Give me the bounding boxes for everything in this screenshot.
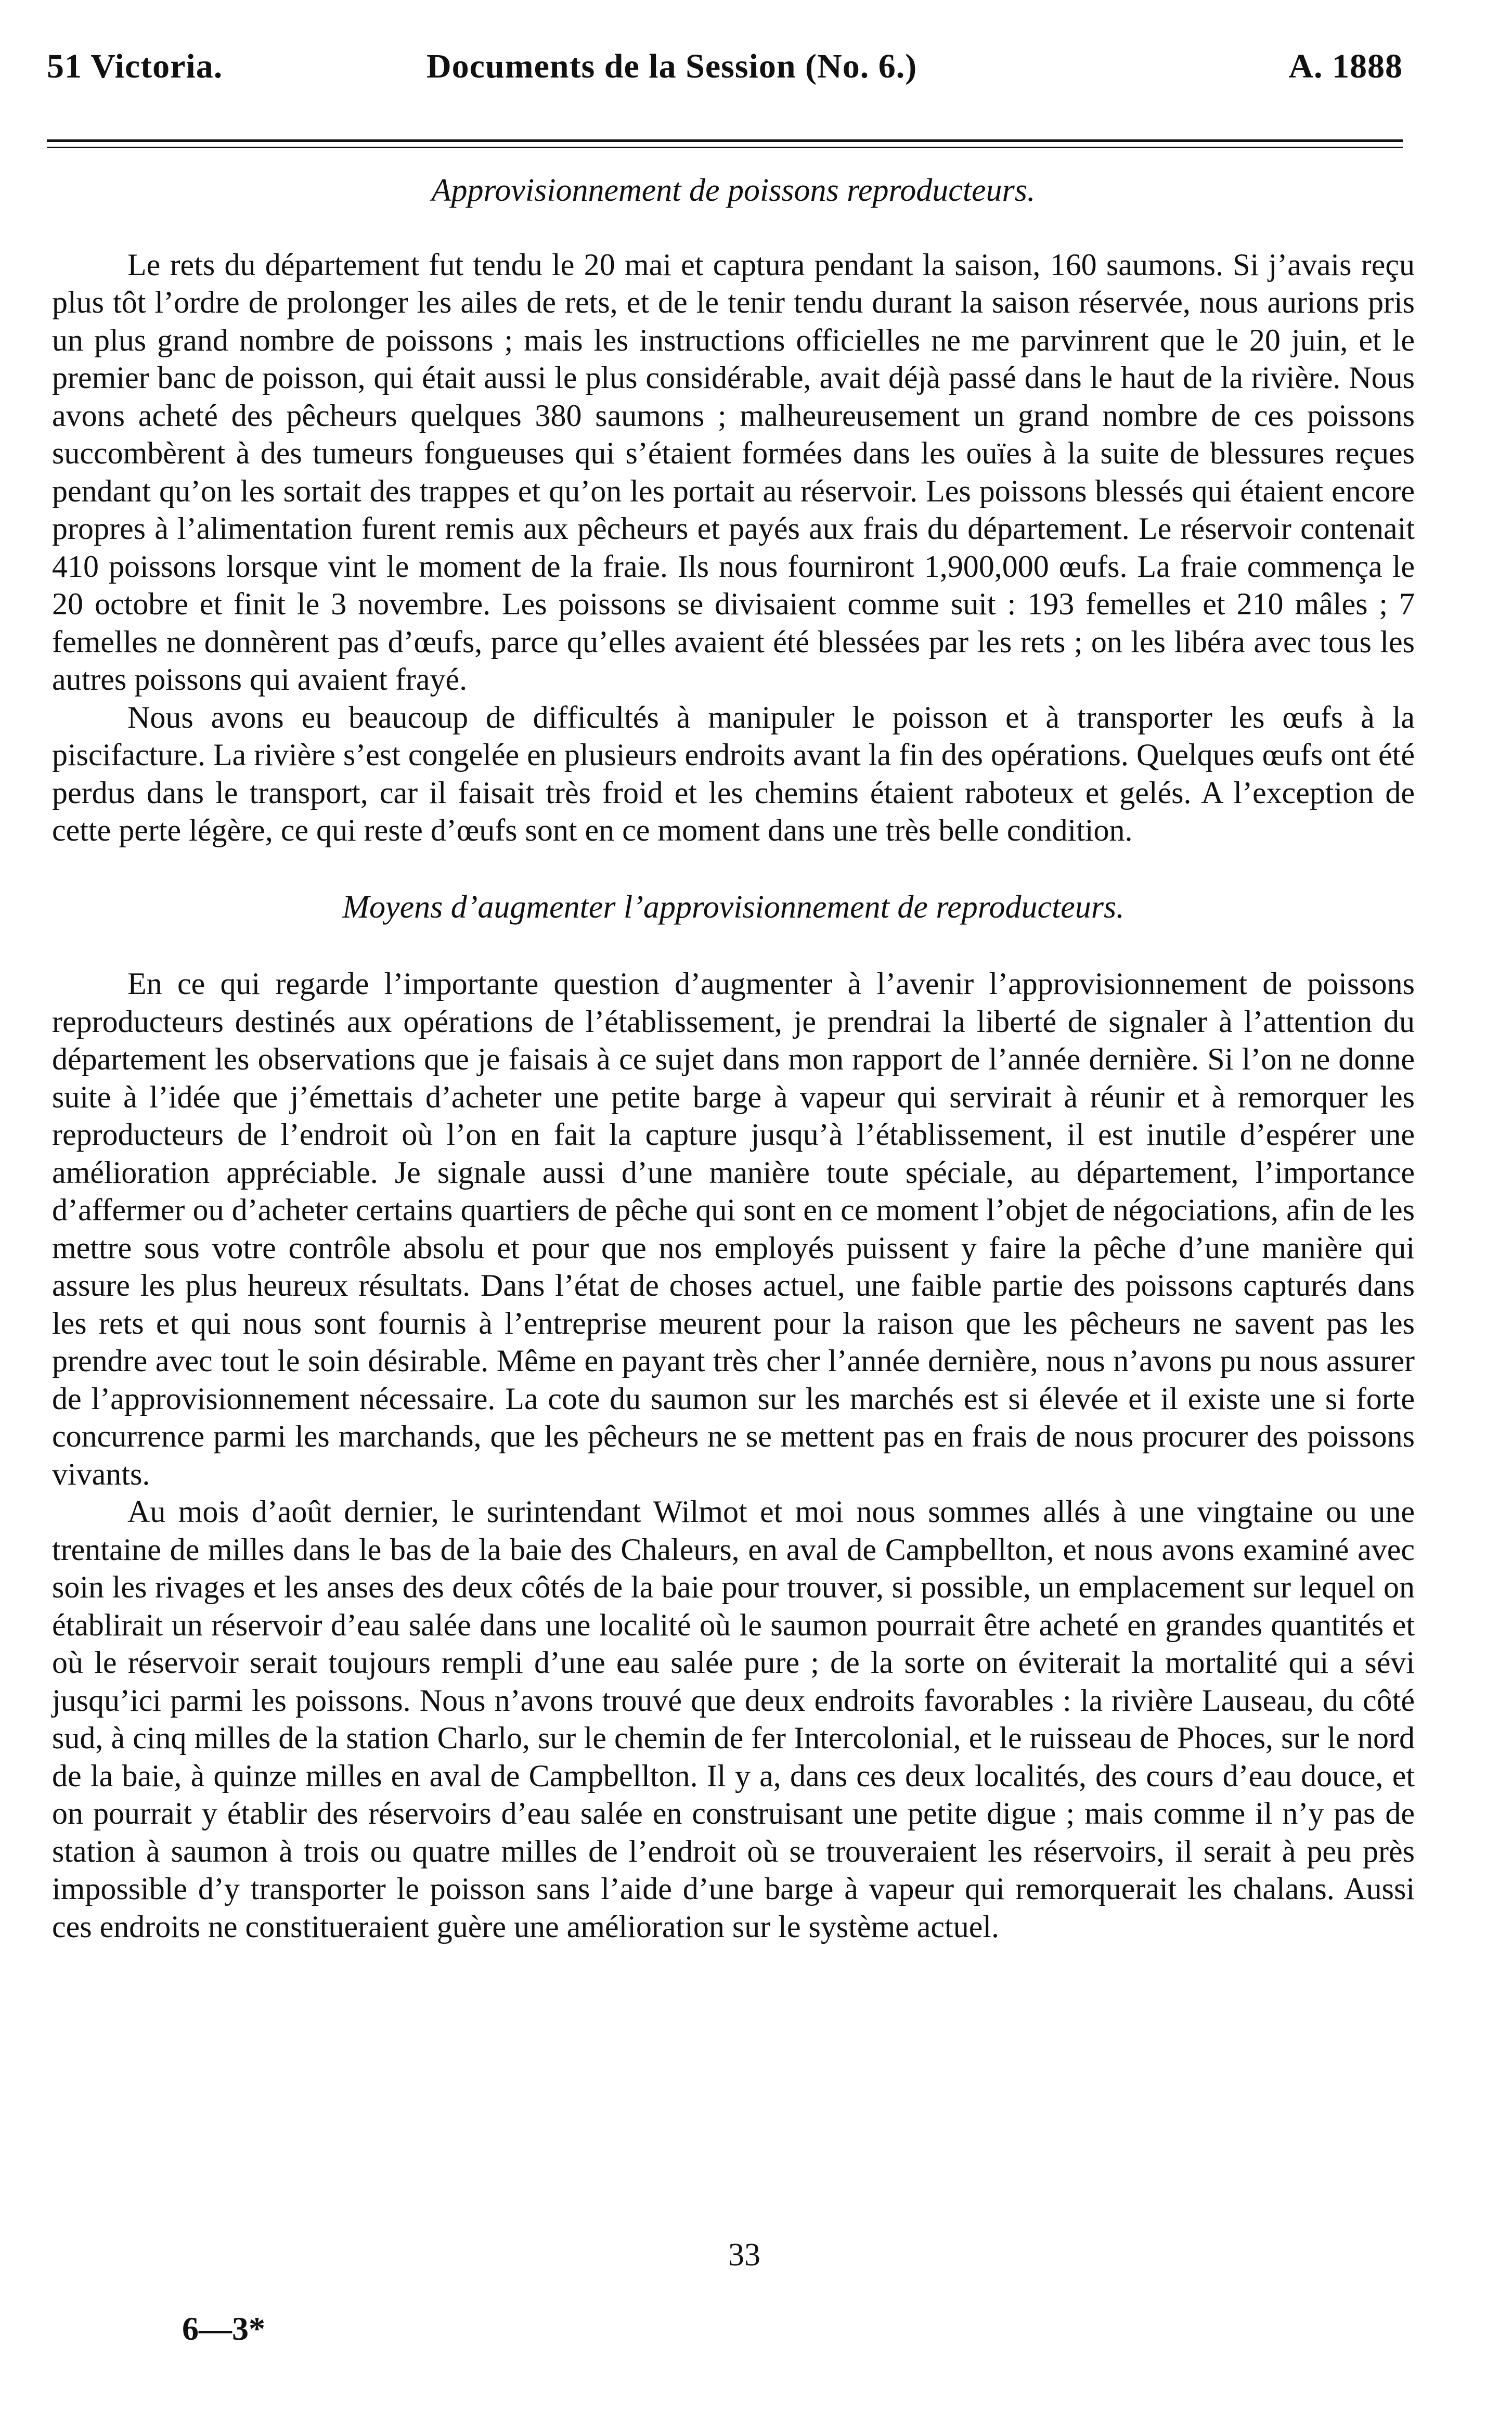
- running-header: [47, 47, 1403, 99]
- paragraph: Au mois d’août dernier, le surintendant Wilmot et moi nous sommes allés à une vingtaine ou une trentaine de milles dans le bas de la baie des Chaleurs, en aval de Campbellton, et nous avons examiné avec soin les rivages et les anses des deux côtés de la baie pour trouver, si possible, un emplacement sur lequel on établirait un réservoir d’eau salée dans une localité où le saumon pourrait être acheté en grandes quantités et où le réservoir serait toujours rempli d’une eau salée pure ; de la sorte on éviterait la mortalité qui a sévi jusqu’ici parmi les poissons. Nous n’avons trouvé que deux endroits favorables : la rivière Lauseau, du côté sud, à cinq milles de la station Charlo, sur le chemin de fer Intercolonial, et le ruisseau de Phoces, sur le nord de la baie, à quinze milles en aval de Campbellton. Il y a, dans ces deux localités, des cours d’eau douce, et on pourrait y établir des réservoirs d’eau salée en construisant une petite digue ; mais comme il n’y pas de station à saumon à trois ou quatre milles de l’endroit où se trouveraient les réservoirs, il serait à peu près impossible d’y transporter le poisson sans l’aide d’une barge à vapeur qui remorquerait les chalans. Aussi ces endroits ne constitueraient guère une amélioration sur le système actuel.: [52, 1494, 1415, 1944]
- paragraph: Nous avons eu beaucoup de difficultés à manipuler le poisson et à transporter les œufs à la piscifacture. La rivière s’est congelée en plusieurs endroits avant la fin des opérations. Quelques œufs ont été perdus dans le transport, car il faisait très froid et les chemins étaient raboteux et gelés. A l’exception de cette perte légère, ce qui reste d’œufs sont en ce moment dans une très belle condition.: [52, 700, 1415, 847]
- header-rule-thick: [47, 139, 1403, 142]
- section-heading: Moyens d’augmenter l’approvisionnement de reproducteurs.: [342, 889, 1125, 925]
- header-volume: 51 Victoria.: [47, 47, 223, 85]
- header-rule-thin: [47, 147, 1403, 148]
- printer-signature-mark: 6—3*: [182, 2310, 265, 2347]
- document-body: [52, 172, 1415, 1945]
- page-number: 33: [728, 2237, 760, 2273]
- header-year: A. 1888: [1288, 47, 1403, 85]
- paragraph: Le rets du département fut tendu le 20 mai et captura pendant la saison, 160 saumons. Si j’avais reçu plus tôt l’ordre de prolonger les ailes de rets, et de le tenir tendu durant la saison réservée, nous aurions pris un plus grand nombre de poissons ; mais les instructions officielles ne me parvinrent que le 20 juin, et le premier banc de poisson, qui était aussi le plus considérable, avait déjà passé dans le haut de la rivière. Nous avons acheté des pêcheurs quelques 380 saumons ; malheureusement un grand nombre de ces poissons succombèrent à des tumeurs fongueuses qui s’étaient formées dans les ouïes à la suite de blessures reçues pendant qu’on les sortait des trappes et qu’on les portait au réservoir. Les poissons blessés qui étaient encore propres à l’alimentation furent remis aux pêcheurs et payés aux frais du département. Le réservoir contenait 410 poissons lorsque vint le moment de la fraie. Ils nous fourniront 1,900,000 œufs. La fraie commença le 20 octobre et finit le 3 novembre. Les poissons se divisaient comme suit : 193 femelles et 210 mâles ; 7 femelles ne donnèrent pas d’œufs, parce qu’elles avaient été blessées par les rets ; on les libéra avec tous les autres poissons qui avaient frayé.: [52, 247, 1415, 697]
- section-heading: Approvisionnement de poissons reproducteurs.: [431, 173, 1036, 208]
- paragraph: En ce qui regarde l’importante question d’augmenter à l’avenir l’approvisionnement de poissons reproducteurs destinés aux opérations de l’établissement, je prendrai la liberté de signaler à l’attention du département les observations que je faisais à ce sujet dans mon rapport de l’année dernière. Si l’on ne donne suite à l’idée que j’émettais d’acheter une petite barge à vapeur qui servirait à réunir et à remorquer les reproducteurs de l’endroit où l’on en fait la capture jusqu’à l’établissement, il est inutile d’espérer une amélioration appréciable. Je signale aussi d’une manière toute spéciale, au département, l’importance d’affermer ou d’acheter certains quartiers de pêche qui sont en ce moment l’objet de négociations, afin de les mettre sous votre contrôle absolu et pour que nos employés puissent y faire la pêche d’une manière qui assure les plus heureux résultats. Dans l’état de choses actuel, une faible partie des poissons capturés dans les rets et qui nous sont fournis à l’entreprise meurent pour la raison que les pêcheurs ne savent pas les prendre avec tout le soin désirable. Même en payant très cher l’année dernière, nous n’avons pu nous assurer de l’approvisionnement nécessaire. La cote du saumon sur les marchés est si élevée et il existe une si forte concurrence parmi les marchands, que les pêcheurs ne se mettent pas en frais de nous procurer des poissons vivants.: [52, 966, 1415, 1491]
- header-title: Documents de la Session (No. 6.): [427, 47, 917, 85]
